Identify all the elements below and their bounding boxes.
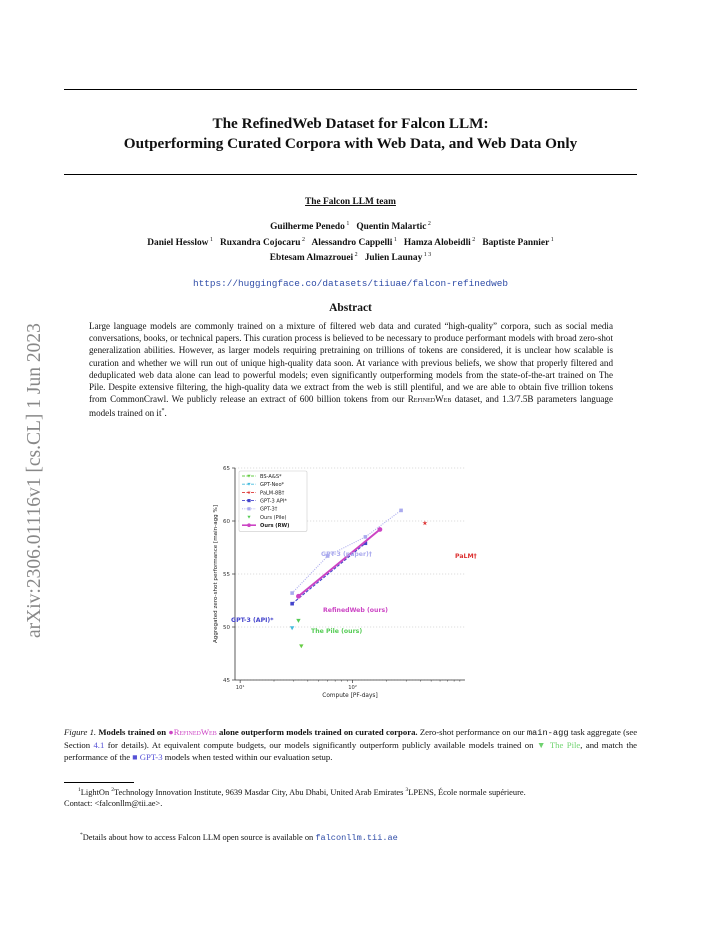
paper-title — [64, 114, 637, 154]
caption-main-agg: main-agg — [526, 728, 569, 738]
team-name: The Falcon LLM team — [305, 197, 396, 207]
marker-square — [399, 509, 403, 513]
legend-label: GPT-Neo* — [260, 482, 285, 489]
title-line-2: Outperforming Curated Corpora with Web Data, and Web Data Only — [123, 135, 578, 152]
dataset-url-link[interactable]: https://huggingface.co/datasets/tiiuae/falcon-refinedweb — [192, 278, 509, 289]
y-tick-label: 50 — [223, 625, 230, 631]
author-affiliation-mark: 2 — [300, 236, 305, 243]
marker-circle — [377, 527, 382, 532]
abstract-heading: Abstract — [329, 302, 372, 314]
caption-pile-triangle-icon: ▼ — [536, 739, 547, 750]
figure-caption — [64, 727, 637, 763]
abstract-tail: dataset, and 1.3/7.5B parameters language models trained on it — [89, 394, 613, 419]
caption-text-3: for details). At equivalent compute budgets, our models significantly outperform publicly available models trained on — [107, 739, 534, 750]
caption-bold-pre: Models trained on — [98, 727, 167, 737]
author-affiliation-mark: 1 — [392, 236, 397, 243]
top-rule — [64, 89, 637, 90]
marker-star — [422, 520, 427, 525]
y-tick-label: 65 — [223, 466, 230, 472]
caption-text-2: task aggregate (see Section — [64, 727, 638, 750]
legend-label: PaLM-8B† — [260, 490, 285, 497]
footnote-rule — [64, 782, 134, 783]
caption-refinedweb-dot-icon: ● — [168, 727, 174, 737]
y-tick-label: 55 — [223, 572, 230, 578]
fn-star-mark: * — [80, 832, 83, 838]
legend-label: Ours (Pile) — [260, 514, 287, 521]
x-tick-label: 10² — [348, 685, 357, 691]
chart-annotation: GPT-3 (API)* — [231, 617, 274, 624]
marker-square — [247, 499, 250, 502]
x-tick-label: 10¹ — [235, 685, 245, 691]
author-affiliation-mark: 2 — [353, 252, 358, 259]
marker-square — [364, 535, 368, 539]
title-bottom-rule — [64, 174, 637, 175]
title-line-1: The RefinedWeb Dataset for Falcon LLM: — [212, 115, 489, 132]
caption-label: Figure 1. — [64, 727, 97, 737]
series-line — [298, 529, 379, 596]
y-axis-label: Aggregated zero-shot performance [main-agg %] — [213, 504, 219, 644]
author-affiliation-mark: 1 — [208, 236, 213, 243]
x-axis-label: Compute [PF-days] — [322, 693, 378, 699]
marker-square — [290, 602, 294, 606]
y-tick-label: 45 — [223, 678, 230, 684]
caption-text-5: models when tested within our evaluation setup. — [164, 751, 333, 762]
marker-triangle — [299, 644, 303, 648]
author-name: Guilherme Penedo — [270, 222, 345, 233]
legend-label: BS-A&S* — [260, 473, 282, 480]
author-name: Hamza Alobeidli — [403, 237, 471, 248]
arxiv-sidebar-stamp: arXiv:2306.01116v1 [cs.CL] 1 Jun 2023 — [24, 323, 45, 638]
abstract-end: . — [164, 408, 167, 419]
author-name: Ruxandra Cojocaru — [219, 237, 301, 248]
fn-affil-3: LPENS, École normale supérieure. — [408, 787, 526, 797]
abstract-body — [89, 320, 613, 420]
caption-gpt3-name: GPT-3 — [139, 751, 163, 762]
author-line-2 — [64, 234, 637, 250]
footnote-affiliations — [64, 785, 637, 809]
chart-annotation: RefinedWeb (ours) — [323, 607, 389, 614]
author-line-1 — [64, 218, 637, 234]
author-name: Ebtesam Almazrouei — [269, 253, 354, 264]
chart-annotation: PaLM† — [455, 553, 477, 560]
author-affiliation-mark: 1 — [344, 221, 350, 227]
marker-triangle — [296, 619, 300, 623]
falconllm-link[interactable]: falconllm.tii.ae — [315, 832, 398, 843]
fn-mark-1: 1 — [78, 787, 81, 793]
footnote-access — [80, 832, 640, 843]
fn-contact: Contact: <falconllm@tii.ae>. — [64, 798, 163, 808]
author-affiliation-mark: 1 3 — [422, 252, 432, 259]
chart-annotation: The Pile (ours) — [311, 628, 363, 635]
marker-circle — [247, 523, 251, 527]
marker-square — [290, 591, 294, 595]
legend-label: GPT-3 API* — [260, 498, 287, 505]
author-affiliation-mark: 2 — [470, 236, 476, 243]
chart-annotation: GPT-3 (paper)† — [321, 551, 372, 558]
fn-mark-2: 2 — [111, 787, 114, 793]
fn-affil-1: LightOn — [80, 787, 110, 797]
fn-access-text: Details about how to access Falcon LLM open source is available on — [82, 832, 314, 842]
caption-section-link[interactable]: 4.1 — [93, 739, 105, 750]
caption-pile-name: The Pile — [549, 739, 581, 750]
abstract-dataset-name: RefinedWeb — [407, 394, 452, 405]
marker-circle — [296, 594, 301, 599]
caption-gpt3-square-icon: ■ — [132, 751, 138, 762]
caption-bold-post: alone outperform models trained on curated corpora. — [218, 727, 418, 737]
marker-square — [247, 507, 250, 510]
marker-triangle — [290, 626, 294, 630]
caption-refinedweb-name: RefinedWeb — [173, 727, 217, 737]
caption-text-1: Zero-shot performance on our — [419, 727, 525, 737]
fn-mark-3: 3 — [405, 787, 409, 793]
author-list — [64, 218, 637, 265]
legend-label: Ours (RW) — [260, 523, 290, 530]
fn-affil-2: Technology Innovation Institute, 9639 Masdar City, Abu Dhabi, United Arab Emirates — [113, 787, 404, 797]
figure-1 — [205, 462, 477, 699]
author-name: Julien Launay — [364, 253, 423, 264]
author-name: Daniel Hesslow — [147, 237, 209, 248]
abstract-footnote-mark: * — [161, 408, 165, 415]
author-line-3 — [64, 249, 637, 265]
caption-text-4: , and match the performance of the — [64, 739, 638, 762]
author-affiliation-mark: 2 — [426, 221, 431, 227]
author-name: Alessandro Cappelli — [311, 237, 393, 248]
author-affiliation-mark: 1 — [549, 236, 554, 243]
author-name: Quentin Malartic — [356, 222, 427, 233]
author-name: Baptiste Pannier — [482, 237, 550, 248]
legend-label: GPT-3† — [260, 506, 278, 513]
compute-vs-performance-chart — [205, 462, 477, 699]
y-tick-label: 60 — [223, 519, 230, 525]
abstract-text: Large language models are commonly trained on a mixture of filtered web data and curated “high-quality” corpora, such as social media conversations, books, or technical papers. This curation process is believed to be necessary to produce performant models with broad zero-shot generalization abilities. However, as larger models requiring pretraining on trillions of tokens are considered, it is unclear how scalable is curation and whether we will run out of unique high-quality data soon. At variance with previous beliefs, we show that properly filtered and deduplicated web data alone can lead to powerful models; even significantly outperforming models from the state-of-the-art trained on The Pile. Despite extensive filtering, the high-quality data we extract from the web is still plentiful, and we are able to obtain five trillion tokens from CommonCrawl. We publicly release an extract of 600 billion tokens from our — [89, 321, 613, 405]
